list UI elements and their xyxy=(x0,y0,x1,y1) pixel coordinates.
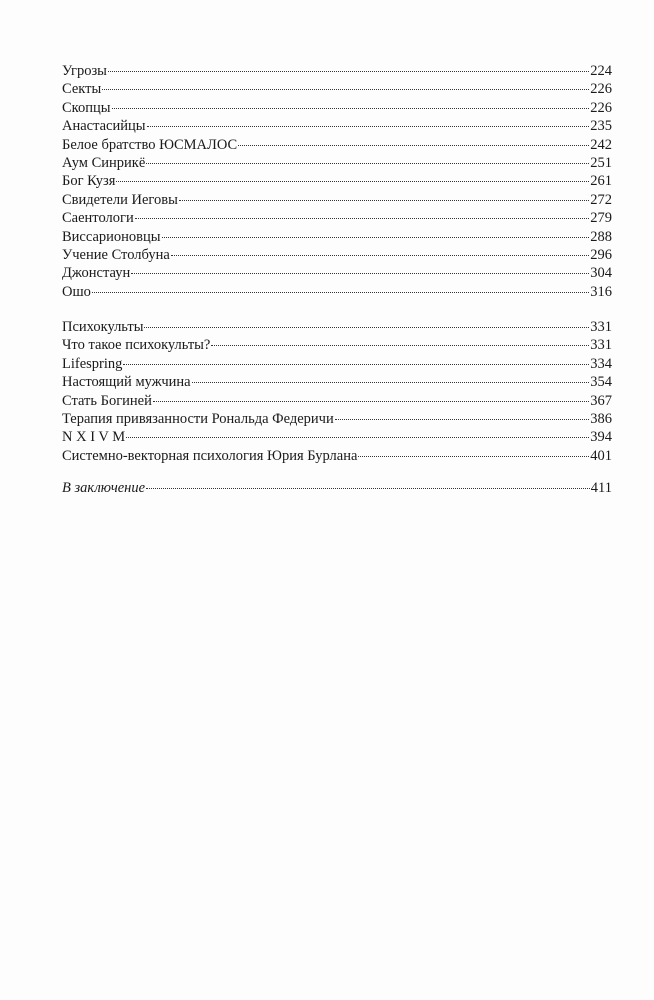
toc-entry-title: Анастасийцы xyxy=(62,118,146,135)
table-of-contents xyxy=(62,62,612,498)
toc-leader-dots xyxy=(144,327,589,328)
toc-leader-dots xyxy=(358,456,589,457)
toc-entry-page: 226 xyxy=(590,81,612,98)
toc-entry xyxy=(62,154,612,172)
toc-entry-title: Бог Кузя xyxy=(62,173,116,190)
section-spacer xyxy=(62,301,612,318)
toc-entry-title: Секты xyxy=(62,81,102,98)
toc-leader-dots xyxy=(192,382,590,383)
toc-entry-title: Скопцы xyxy=(62,99,111,116)
toc-leader-dots xyxy=(147,126,590,127)
toc-leader-dots xyxy=(92,292,589,293)
toc-entry-title: Системно-векторная психология Юрия Бурлана xyxy=(62,447,358,464)
toc-entry-page: 279 xyxy=(590,210,612,227)
toc-leader-dots xyxy=(131,273,589,274)
toc-entry xyxy=(62,479,612,497)
toc-entry xyxy=(62,392,612,410)
toc-entry xyxy=(62,228,612,246)
section-spacer xyxy=(62,465,612,479)
toc-entry xyxy=(62,80,612,98)
toc-leader-dots xyxy=(102,89,589,90)
toc-entry xyxy=(62,191,612,209)
toc-leader-dots xyxy=(123,364,589,365)
toc-entry-title: Аум Синрикё xyxy=(62,154,146,171)
toc-entry xyxy=(62,246,612,264)
toc-leader-dots xyxy=(126,437,589,438)
toc-entry-page: 272 xyxy=(590,191,612,208)
toc-entry-title: Психокульты xyxy=(62,319,144,336)
toc-section-psychocults xyxy=(62,318,612,465)
toc-leader-dots xyxy=(335,419,590,420)
toc-entry-title: Свидетели Иеговы xyxy=(62,191,178,208)
toc-entry xyxy=(62,136,612,154)
toc-entry-page: 296 xyxy=(590,246,612,263)
toc-entry-title: Виссарионовцы xyxy=(62,228,161,245)
toc-entry xyxy=(62,264,612,282)
toc-entry-page: 251 xyxy=(590,154,612,171)
toc-entry-title: Ошо xyxy=(62,283,91,300)
toc-leader-dots xyxy=(135,218,590,219)
toc-entry xyxy=(62,336,612,354)
toc-entry xyxy=(62,117,612,135)
toc-leader-dots xyxy=(179,200,589,201)
toc-entry-page: 334 xyxy=(590,355,612,372)
toc-entry-title: Джонстаун xyxy=(62,265,131,282)
toc-entry-title: Lifespring xyxy=(62,355,123,372)
toc-entry-page: 401 xyxy=(590,447,612,464)
toc-entry-title: Стать Богиней xyxy=(62,392,152,409)
toc-entry-title: N X I V M xyxy=(62,429,126,446)
toc-entry-page: 354 xyxy=(590,374,612,391)
toc-entry-page: 304 xyxy=(590,265,612,282)
toc-entry xyxy=(62,172,612,190)
toc-entry xyxy=(62,428,612,446)
toc-entry-page: 242 xyxy=(590,136,612,153)
toc-entry xyxy=(62,62,612,80)
toc-section-cults xyxy=(62,62,612,301)
toc-entry-page: 386 xyxy=(590,411,612,428)
toc-entry xyxy=(62,209,612,227)
toc-entry-title: Учение Столбуна xyxy=(62,246,170,263)
toc-entry xyxy=(62,447,612,465)
toc-entry-page: 367 xyxy=(590,392,612,409)
toc-leader-dots xyxy=(171,255,589,256)
toc-entry-page: 261 xyxy=(590,173,612,190)
toc-leader-dots xyxy=(108,71,589,72)
toc-entry-title: Что такое психокульты? xyxy=(62,337,211,354)
toc-leader-dots xyxy=(153,401,589,402)
toc-entry-page: 411 xyxy=(590,480,612,497)
toc-leader-dots xyxy=(211,345,589,346)
toc-entry-page: 226 xyxy=(590,99,612,116)
toc-entry-page: 394 xyxy=(590,429,612,446)
toc-entry-title: Угрозы xyxy=(62,63,107,79)
toc-entry-title: Настоящий мужчина xyxy=(62,374,191,391)
toc-entry xyxy=(62,355,612,373)
toc-entry xyxy=(62,283,612,301)
toc-entry xyxy=(62,373,612,391)
toc-entry-page: 288 xyxy=(590,228,612,245)
toc-leader-dots xyxy=(162,237,590,238)
toc-entry-title: Саентологи xyxy=(62,210,134,227)
toc-entry-page: 235 xyxy=(590,118,612,135)
toc-entry-page: 331 xyxy=(590,337,612,354)
toc-entry-title: Терапия привязанности Рональда Федеричи xyxy=(62,411,334,428)
toc-entry xyxy=(62,410,612,428)
toc-entry xyxy=(62,318,612,336)
toc-leader-dots xyxy=(112,108,590,109)
toc-leader-dots xyxy=(116,181,589,182)
toc-entry-title: Белое братство ЮСМАЛОС xyxy=(62,136,238,153)
toc-entry xyxy=(62,99,612,117)
toc-leader-dots xyxy=(146,163,589,164)
toc-entry-page: 224 xyxy=(590,63,612,79)
toc-leader-dots xyxy=(238,145,589,146)
toc-entry-page: 316 xyxy=(590,283,612,300)
toc-leader-dots xyxy=(146,488,590,489)
toc-entry-page: 331 xyxy=(590,319,612,336)
toc-entry-title: В заключение xyxy=(62,480,146,497)
toc-section-conclusion xyxy=(62,479,612,497)
